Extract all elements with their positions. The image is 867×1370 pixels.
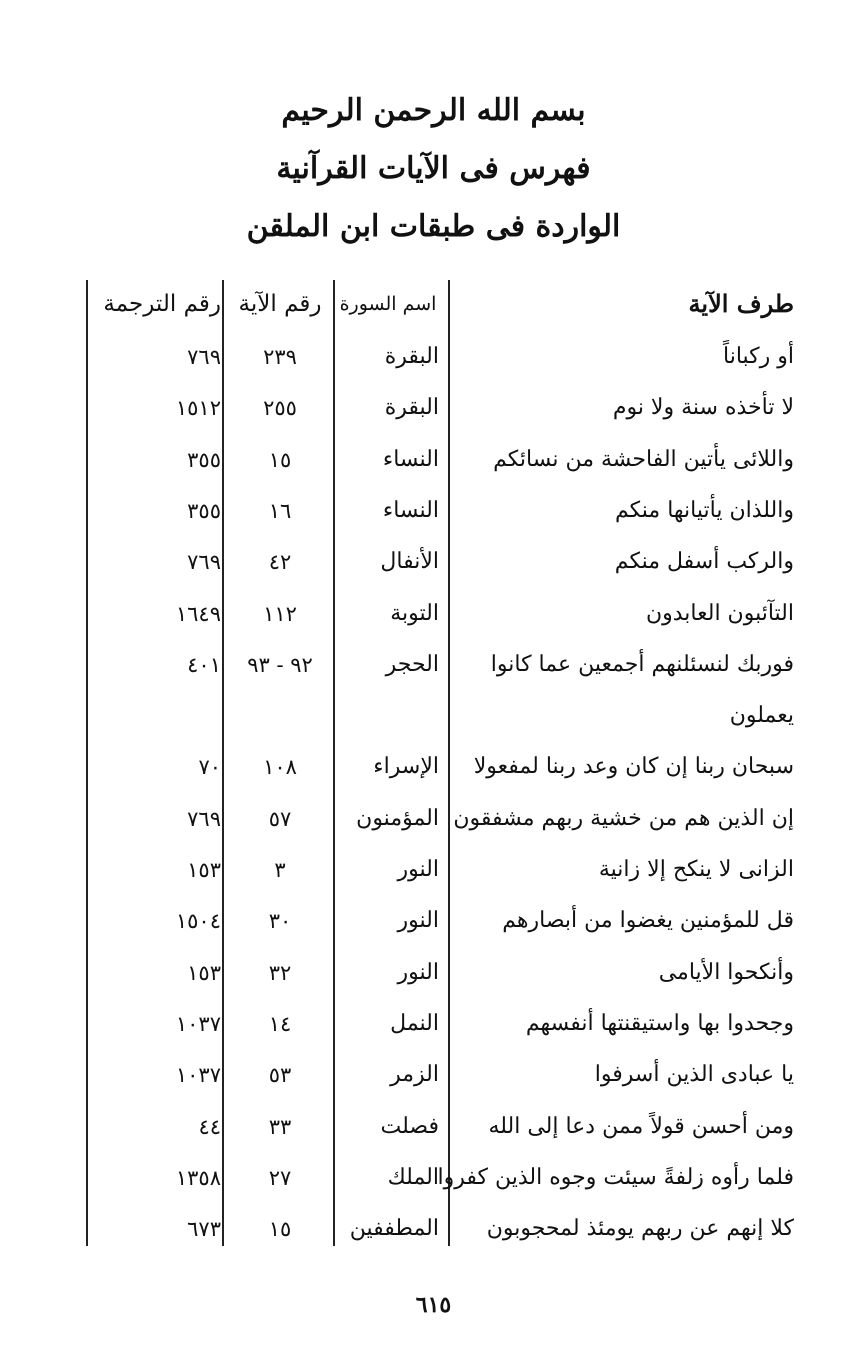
ayah-number-cell: ١٦	[268, 498, 292, 523]
ayah-number-cell: ٩٢ - ٩٣	[247, 652, 313, 677]
verse-text-cell: الزانى لا ينكح إلا زانية	[598, 857, 794, 882]
surah-name-cell: الإسراء	[373, 754, 439, 780]
table-row	[86, 1051, 794, 1099]
surah-name-cell: الأنفال	[380, 549, 439, 575]
tarjama-number-cell: ٤٠١	[187, 652, 221, 677]
ayah-number-cell: ١٤	[268, 1011, 292, 1036]
surah-name-cell: الزمر	[390, 1062, 439, 1088]
verse-text-cell: فلما رأوه زلفةً سيئت وجوه الذين كفروا	[437, 1164, 794, 1190]
verse-text-cell: يا عبادى الذين أسرفوا	[594, 1062, 794, 1088]
surah-name-cell	[339, 692, 439, 740]
tarjama-number-cell: ٦٧٣	[187, 1217, 221, 1242]
table-row	[86, 487, 794, 535]
table-row	[86, 641, 794, 689]
verse-text-cell: أو ركباناً	[723, 344, 794, 369]
table-row	[86, 897, 794, 945]
ayah-number-cell: ٥٣	[268, 1063, 292, 1088]
tarjama-number-cell: ٤٤	[198, 1114, 221, 1139]
tarjama-number-cell: ١٥٠٤	[175, 909, 221, 934]
ayah-number-cell: ٢٥٥	[263, 396, 297, 421]
table-row	[86, 692, 794, 740]
table-row	[86, 846, 794, 894]
tarjama-number-cell: ٧٦٩	[187, 345, 221, 369]
ayah-number-cell: ٥٧	[268, 806, 292, 831]
verse-text-cell: وجحدوا بها واستيقنتها أنفسهم	[525, 1010, 794, 1036]
tarjama-number-cell: ١٥٣	[187, 858, 221, 882]
surah-name-cell: المطففين	[349, 1216, 439, 1242]
surah-name-cell: البقرة	[384, 395, 439, 421]
ayah-number-cell: ١١٢	[263, 601, 297, 626]
verse-text-cell: لا تأخذه سنة ولا نوم	[612, 395, 794, 421]
ayah-number-cell: ٢٣٩	[263, 345, 297, 369]
verses-index-table	[86, 280, 794, 1246]
table-row	[86, 1154, 794, 1202]
verse-text-cell: قل للمؤمنين يغضوا من أبصارهم	[502, 908, 794, 934]
basmala-title: بسم الله الرحمن الرحيم	[281, 93, 586, 128]
tarjama-number-cell: ١٥٣	[187, 960, 221, 985]
ayah-number-cell: ٣٢	[268, 960, 292, 985]
tarjama-number-cell: ١٠٣٧	[175, 1011, 221, 1036]
ayah-number-cell: ٢٧	[268, 1165, 292, 1190]
tarjama-number-cell: ٧٠	[198, 755, 221, 780]
surah-name-cell: النور	[397, 959, 439, 985]
table-row	[86, 538, 794, 586]
table-row	[86, 1103, 794, 1151]
surah-name-cell: المؤمنون	[356, 805, 439, 831]
verse-text-cell: التآئبون العابدون	[645, 600, 794, 626]
table-row	[86, 949, 794, 997]
index-subtitle: الواردة فى طبقات ابن الملقن	[246, 209, 621, 244]
ayah-number-cell: ٣٣	[268, 1114, 292, 1139]
index-title: فهرس فى الآيات القرآنية	[276, 151, 591, 186]
verse-text-cell: واللائى يأتين الفاحشة من نسائكم	[493, 446, 794, 472]
surah-name-cell: فصلت	[380, 1113, 439, 1139]
verse-text-cell: سبحان ربنا إن كان وعد ربنا لمفعولا	[473, 754, 794, 780]
surah-name-cell: الحجر	[385, 651, 439, 677]
ayah-number-cell: ١٥	[268, 447, 292, 472]
surah-name-cell: النساء	[382, 446, 439, 472]
surah-name-cell: النمل	[390, 1010, 439, 1036]
header-tarjama-number: رقم الترجمة	[103, 291, 221, 317]
table-row	[86, 743, 794, 791]
surah-name-cell: النساء	[382, 497, 439, 523]
verse-text-cell: إن الذين هم من خشية ربهم مشفقون	[453, 805, 794, 831]
tarjama-number-cell: ٣٥٥	[187, 447, 221, 472]
ayah-number-cell: ١٥	[268, 1217, 292, 1242]
tarjama-number-cell: ٧٦٩	[187, 550, 221, 575]
verse-text-cell: كلا إنهم عن ربهم يومئذ لمحجوبون	[486, 1216, 794, 1242]
verse-text-cell: والركب أسفل منكم	[614, 549, 794, 575]
ayah-number-cell: ٤٢	[268, 550, 292, 575]
tarjama-number-cell: ١٥١٢	[175, 396, 221, 421]
table-row	[86, 1000, 794, 1048]
table-row	[86, 436, 794, 484]
verse-text-cell: فوربك لنسئلنهم أجمعين عما كانوا	[490, 651, 794, 677]
ayah-number-cell	[231, 692, 329, 740]
tarjama-number-cell: ٧٦٩	[187, 806, 221, 831]
surah-name-cell: الملك	[387, 1164, 439, 1190]
verse-text-cell: ومن أحسن قولاً ممن دعا إلى الله	[488, 1113, 794, 1139]
tarjama-number-cell: ١٦٤٩	[175, 601, 221, 626]
table-row	[86, 333, 794, 381]
table-row	[86, 795, 794, 843]
tarjama-number-cell: ١٣٥٨	[175, 1165, 221, 1190]
surah-name-cell: التوبة	[390, 600, 439, 626]
ayah-number-cell: ١٠٨	[263, 755, 297, 780]
surah-name-cell: البقرة	[384, 344, 439, 369]
page-number: ٦١٥	[415, 1292, 452, 1318]
tarjama-number-cell	[101, 692, 221, 740]
table-header	[86, 280, 794, 328]
verse-text-cell: وأنكحوا الأيامى	[658, 959, 794, 985]
surah-name-cell: النور	[397, 857, 439, 882]
header-ayah-number: رقم الآية	[238, 291, 322, 317]
table-row	[86, 590, 794, 638]
verse-text-cell: يعملون	[729, 703, 794, 729]
surah-name-cell: النور	[397, 908, 439, 934]
table-row	[86, 1205, 794, 1253]
tarjama-number-cell: ٣٥٥	[187, 498, 221, 523]
page-titles	[0, 82, 867, 256]
ayah-number-cell: ٣	[274, 858, 286, 882]
header-surah-name: اسم السورة	[339, 293, 437, 315]
table-row	[86, 384, 794, 432]
tarjama-number-cell: ١٠٣٧	[175, 1063, 221, 1088]
header-verse-text: طرف الآية	[688, 289, 794, 318]
verse-text-cell: واللذان يأتيانها منكم	[615, 497, 794, 523]
ayah-number-cell: ٣٠	[268, 909, 292, 934]
